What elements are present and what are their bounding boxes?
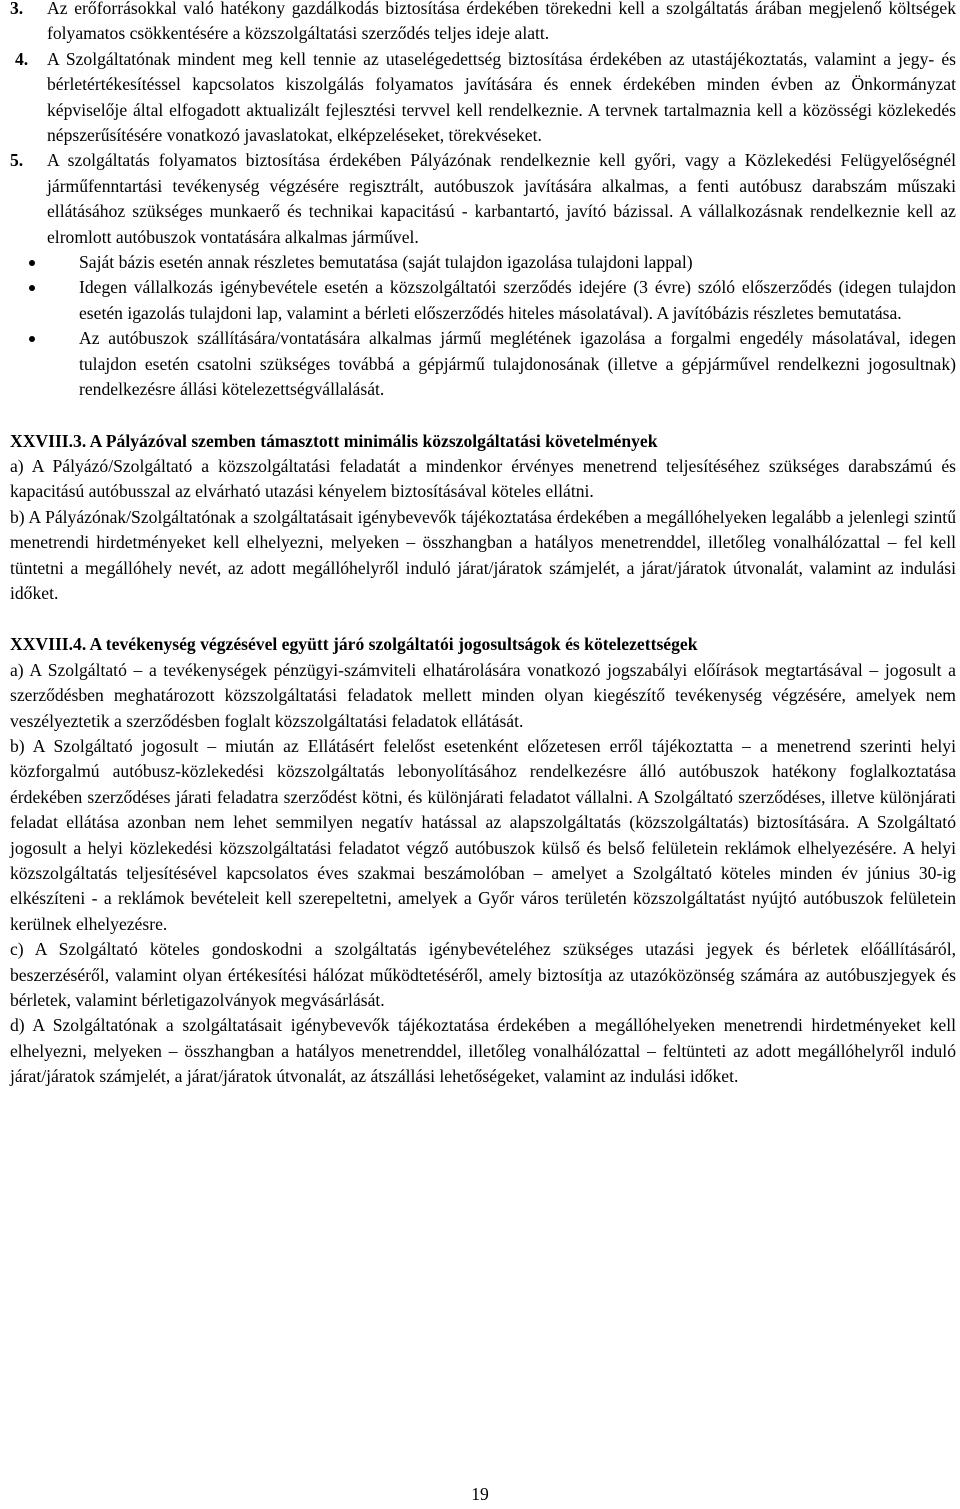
section-heading-xxviii-3: XXVIII.3. A Pályázóval szemben támasztott minimális közszolgáltatási követelmények bbox=[10, 430, 658, 451]
item-number: 3. bbox=[10, 0, 24, 18]
bullet-item bbox=[10, 275, 956, 326]
bullet-text: Az autóbuszok szállítására/vontatására alkalmas jármű meglétének igazolása a forgalmi engedély másolatával, idegen tulajdon esetén csatolni szükséges továbbá a gépjármű tulajdonosának (illetve a gépjárművel rendelkezni jogosultnak) rendelkezésre állási kötelezettségvállalását. bbox=[79, 328, 956, 400]
section3-item-a: a) A Pályázó/Szolgáltató a közszolgáltatási feladatát a mindenkor érvényes menetrend teljesítéséhez szükséges darabszámú és kapacitású autóbusszal az elvárható utazási kényelem biztosításával köteles ellátni. bbox=[10, 455, 956, 502]
bullet-text: Idegen vállalkozás igénybevétele esetén a közszolgáltatói szerződés idejére (3 évre) szóló előszerződés (idegen tulajdon esetén igazolás tulajdoni lap, valamint a bérleti előszerződés hiteles másolatával). A javítóbázis részletes bemutatása. bbox=[79, 277, 956, 323]
section-heading-xxviii-4: XXVIII.4. A tevékenység végzésével együtt járó szolgáltatói jogosultságok és kötelezettségek bbox=[10, 634, 698, 655]
item-text: Az erőforrásokkal való hatékony gazdálkodás biztosítása érdekében törekedni kell a szolgáltatás árában megjelenő költségek folyamatos csökkentésére a közszolgáltatási szerződés teljes ideje alatt. bbox=[47, 0, 956, 44]
item-number: 5. bbox=[10, 150, 24, 171]
numbered-item-4 bbox=[10, 47, 956, 149]
bullet-dot-icon bbox=[29, 285, 35, 291]
item-number: 4. bbox=[15, 48, 29, 69]
bullet-item bbox=[10, 250, 956, 275]
numbered-item-5 bbox=[10, 148, 956, 250]
requirement-bullet-list bbox=[10, 250, 956, 402]
page-number: 19 bbox=[471, 1484, 489, 1504]
bullet-text: Saját bázis esetén annak részletes bemutatása (saját tulajdon igazolása tulajdoni lappal) bbox=[79, 252, 693, 273]
section4-item-b: b) A Szolgáltató jogosult – miután az Ellátásért felelőst esetenként előzetesen erről tájékoztatta – a menetrend szerinti helyi közforgalmú autóbusz-közlekedési közszolgáltatás lebonyolításához rendelkezésre álló autóbuszok hatékony foglalkoztatása érdekében szerződéses járati feladatra szerződést kötni, és különjárati feladatot vállalni. A Szolgáltató szerződéses, illetve különjárati feladat ellátása azonban nem lehet semmilyen negatív hatással az alapszolgáltatás (közszolgáltatás) biztosítására. A Szolgáltató jogosult a helyi közlekedési közszolgáltatási feladatot végző autóbuszok külső és belső felületein reklámok elhelyezésére. A helyi közszolgáltatás teljesítésével kapcsolatos éves szakmai beszámolóban – amelyet a Szolgáltató köteles minden év június 30-ig elkészíteni - a reklámok bevételeit kell szerepeltetni, amelyek a Győr város területén közszolgáltatást nyújtó autóbuszok felületein kerülnek elhelyezésre. bbox=[10, 735, 956, 934]
numbered-item-3 bbox=[10, 0, 956, 47]
document-body bbox=[10, 0, 956, 1090]
bullet-dot-icon bbox=[29, 336, 35, 342]
item-text: A Szolgáltatónak mindent meg kell tennie az utaselégedettség biztosítása érdekében az utastájékoztatás, valamint a jegy- és bérletértékesítéssel kapcsolatos kiszolgálás folyamatos javítására és ennek érdekében minden évben az Önkormányzat képviselője által elfogadott aktualizált fejlesztési tervvel kell rendelkeznie. A tervnek tartalmaznia kell a közösségi közlekedés népszerűsítésére vonatkozó javaslatokat, elképzeléseket, törekvéseket. bbox=[47, 48, 956, 146]
bullet-dot-icon bbox=[29, 260, 35, 266]
bullet-item bbox=[10, 326, 956, 402]
item-text: A szolgáltatás folyamatos biztosítása érdekében Pályázónak rendelkeznie kell győri, vagy a Közlekedési Felügyelőségnél járműfenntartási tevékenység végzésére regisztrált, autóbuszok javítására alkalmas, a fenti autóbusz darabszám műszaki ellátásához szükséges munkaerő és technikai kapacitású - karbantartó, javító bázissal. A vállalkozásnak rendelkeznie kell az elromlott autóbuszok vontatására alkalmas járművel. bbox=[47, 150, 956, 247]
section4-item-c: c) A Szolgáltató köteles gondoskodni a szolgáltatás igénybevételéhez szükséges utazási jegyek és bérletek előállításáról, beszerzéséről, valamint olyan értékesítési hálózat működtetéséről, amely biztosítja az utazóközönség számára az autóbuszjegyek és bérletek, valamint bérletigazolványok megvásárlását. bbox=[10, 939, 956, 1011]
section4-item-a: a) A Szolgáltató – a tevékenységek pénzügyi-számviteli elhatárolására vonatkozó jogszabályi előírások megtartásával – jogosult a szerződésben meghatározott közszolgáltatási feladatok mellett minden olyan kiegészítő tevékenység végzésére, amelyek nem veszélyeztetik a szerződésben foglalt közszolgáltatási feladatok ellátását. bbox=[10, 659, 956, 731]
section3-item-b: b) A Pályázónak/Szolgáltatónak a szolgáltatásait igénybevevők tájékoztatása érdekében a megállóhelyeken legalább a jelenlegi szintű menetrendi hirdetményeket kell elhelyezni, melyeken – összhangban a hatályos menetrenddel, illetőleg vonalhálózattal – fel kell tüntetni a megállóhely nevét, az adott megállóhelyről induló járat/járatok számjelét, a járat/járatok útvonalát, valamint az indulási időket. bbox=[10, 506, 956, 603]
section4-item-d: d) A Szolgáltatónak a szolgáltatásait igénybevevők tájékoztatása érdekében a megállóhelyeken menetrendi hirdetményeket kell elhelyezni, melyeken – összhangban a hatályos menetrenddel, illetőleg vonalhálózattal – feltünteti az adott megállóhelyről induló járat/járatok számjelét, a járat/járatok útvonalát, az átszállási lehetőségeket, valamint az indulási időket. bbox=[10, 1015, 956, 1087]
